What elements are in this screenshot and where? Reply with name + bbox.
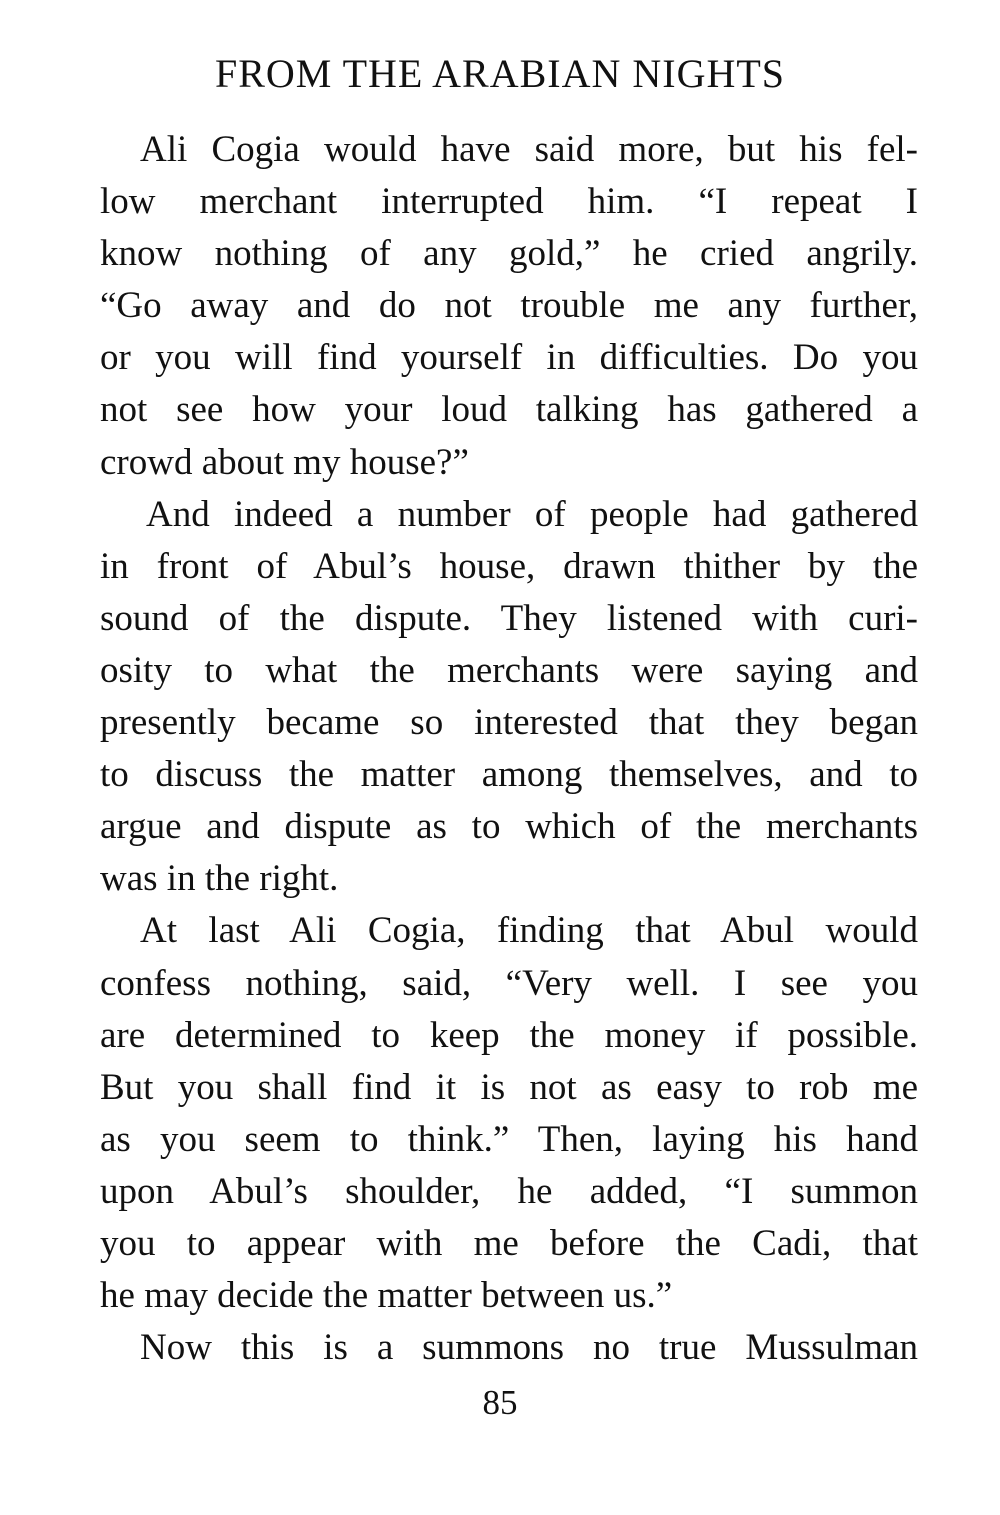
- text-line: crowd about my house?”: [100, 441, 469, 483]
- text-line: to discuss the matter among themselves, and to: [100, 754, 918, 796]
- text-line: upon Abul’s shoulder, he added, “I summon: [100, 1170, 918, 1212]
- text-line: sound of the dispute. They listened with curi-: [100, 597, 918, 639]
- text-line: argue and dispute as to which of the merchants: [100, 806, 918, 848]
- text-line: as you seem to think.” Then, laying his hand: [100, 1118, 918, 1160]
- text-line: Ali Cogia would have said more, but his fel-: [140, 129, 918, 170]
- text-line: low merchant interrupted him. “I repeat I: [100, 181, 918, 223]
- text-line: osity to what the merchants were saying and: [100, 649, 918, 691]
- text-line: was in the right.: [100, 858, 339, 900]
- text-line: are determined to keep the money if possible.: [100, 1014, 918, 1056]
- text-line: or you will find yourself in difficulties. Do you: [100, 337, 918, 379]
- text-line: confess nothing, said, “Very well. I see you: [100, 962, 918, 1004]
- text-line: But you shall find it is not as easy to rob me: [100, 1066, 918, 1108]
- body-text: [100, 124, 918, 1374]
- running-header: FROM THE ARABIAN NIGHTS: [214, 51, 786, 96]
- text-line: he may decide the matter between us.”: [100, 1275, 673, 1317]
- text-line: Now this is a summons no true Mussulman: [140, 1327, 918, 1369]
- text-line: And indeed a number of people had gathered: [146, 493, 918, 535]
- text-line: presently became so interested that they began: [100, 702, 918, 744]
- text-line: know nothing of any gold,” he cried angrily.: [100, 233, 918, 275]
- text-line: in front of Abul’s house, drawn thither by the: [100, 545, 918, 587]
- page-number: 85: [482, 1383, 518, 1422]
- text-line: “Go away and do not trouble me any further,: [100, 285, 918, 327]
- text-line: not see how your loud talking has gathered a: [100, 389, 918, 431]
- text-line: At last Ali Cogia, finding that Abul would: [140, 910, 918, 952]
- text-line: you to appear with me before the Cadi, that: [100, 1222, 918, 1264]
